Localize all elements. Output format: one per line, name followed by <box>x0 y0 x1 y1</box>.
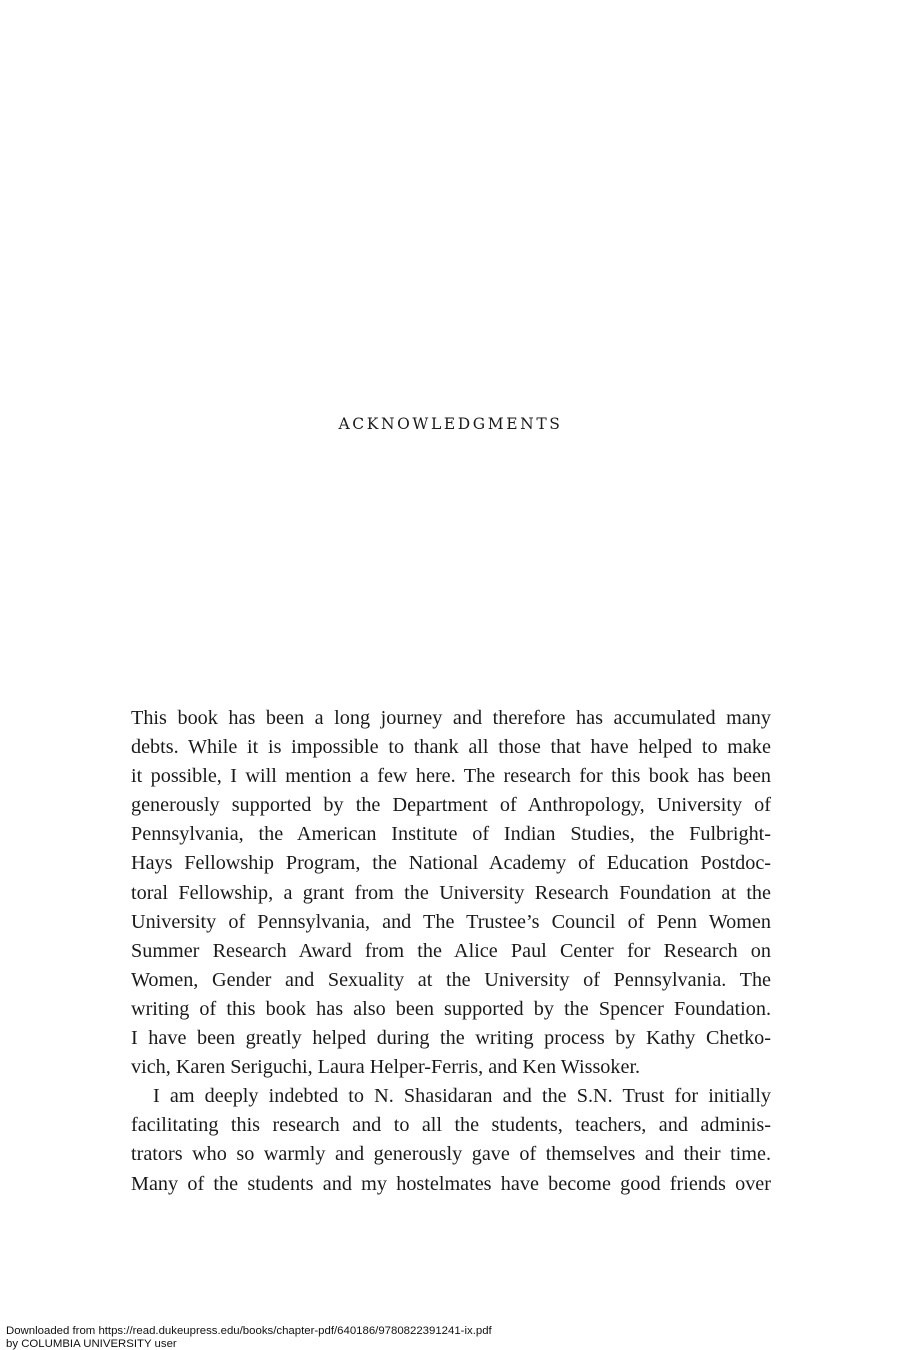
text-line: trators who so warmly and generously gave of themselves and their time. <box>131 1143 771 1166</box>
chapter-heading: ACKNOWLEDGMENTS <box>338 415 563 433</box>
text-line: Summer Research Award from the Alice Paul Center for Research on <box>131 939 771 962</box>
text-line: University of Pennsylvania, and The Trustee’s Council of Penn Women <box>131 910 771 933</box>
text-line: toral Fellowship, a grant from the University Research Foundation at the <box>131 881 771 904</box>
text-line: debts. While it is impossible to thank all those that have helped to make <box>131 736 771 759</box>
text-line: it possible, I will mention a few here. The research for this book has been <box>131 765 771 788</box>
text-line: This book has been a long journey and therefore has accumulated many <box>131 707 771 729</box>
text-line: Women, Gender and Sexuality at the University of Pennsylvania. The <box>131 968 771 991</box>
paragraph-1 <box>131 704 771 1082</box>
text-line: vich, Karen Seriguchi, Laura Helper-Ferris, and Ken Wissoker. <box>131 1056 641 1079</box>
text-line: facilitating this research and to all the students, teachers, and adminis- <box>131 1114 771 1137</box>
body-text <box>131 704 771 1199</box>
download-source-line: Downloaded from https://read.dukeupress.edu/books/chapter-pdf/640186/9780822391241-ix.pdf <box>6 1325 492 1337</box>
text-line: I have been greatly helped during the writing process by Kathy Chetko- <box>131 1027 771 1050</box>
text-line: generously supported by the Department of Anthropology, University of <box>131 794 771 817</box>
download-footer <box>6 1325 492 1350</box>
download-user-line: by COLUMBIA UNIVERSITY user <box>6 1337 177 1350</box>
text-line: Pennsylvania, the American Institute of Indian Studies, the Fulbright- <box>131 823 771 846</box>
text-line: I am deeply indebted to N. Shasidaran and the S.N. Trust for initially <box>153 1085 771 1108</box>
text-line: Many of the students and my hostelmates have become good friends over <box>131 1172 771 1195</box>
paragraph-2 <box>131 1082 771 1198</box>
text-line: Hays Fellowship Program, the National Academy of Education Postdoc- <box>131 852 771 875</box>
text-line: writing of this book has also been supported by the Spencer Foundation. <box>131 997 771 1020</box>
